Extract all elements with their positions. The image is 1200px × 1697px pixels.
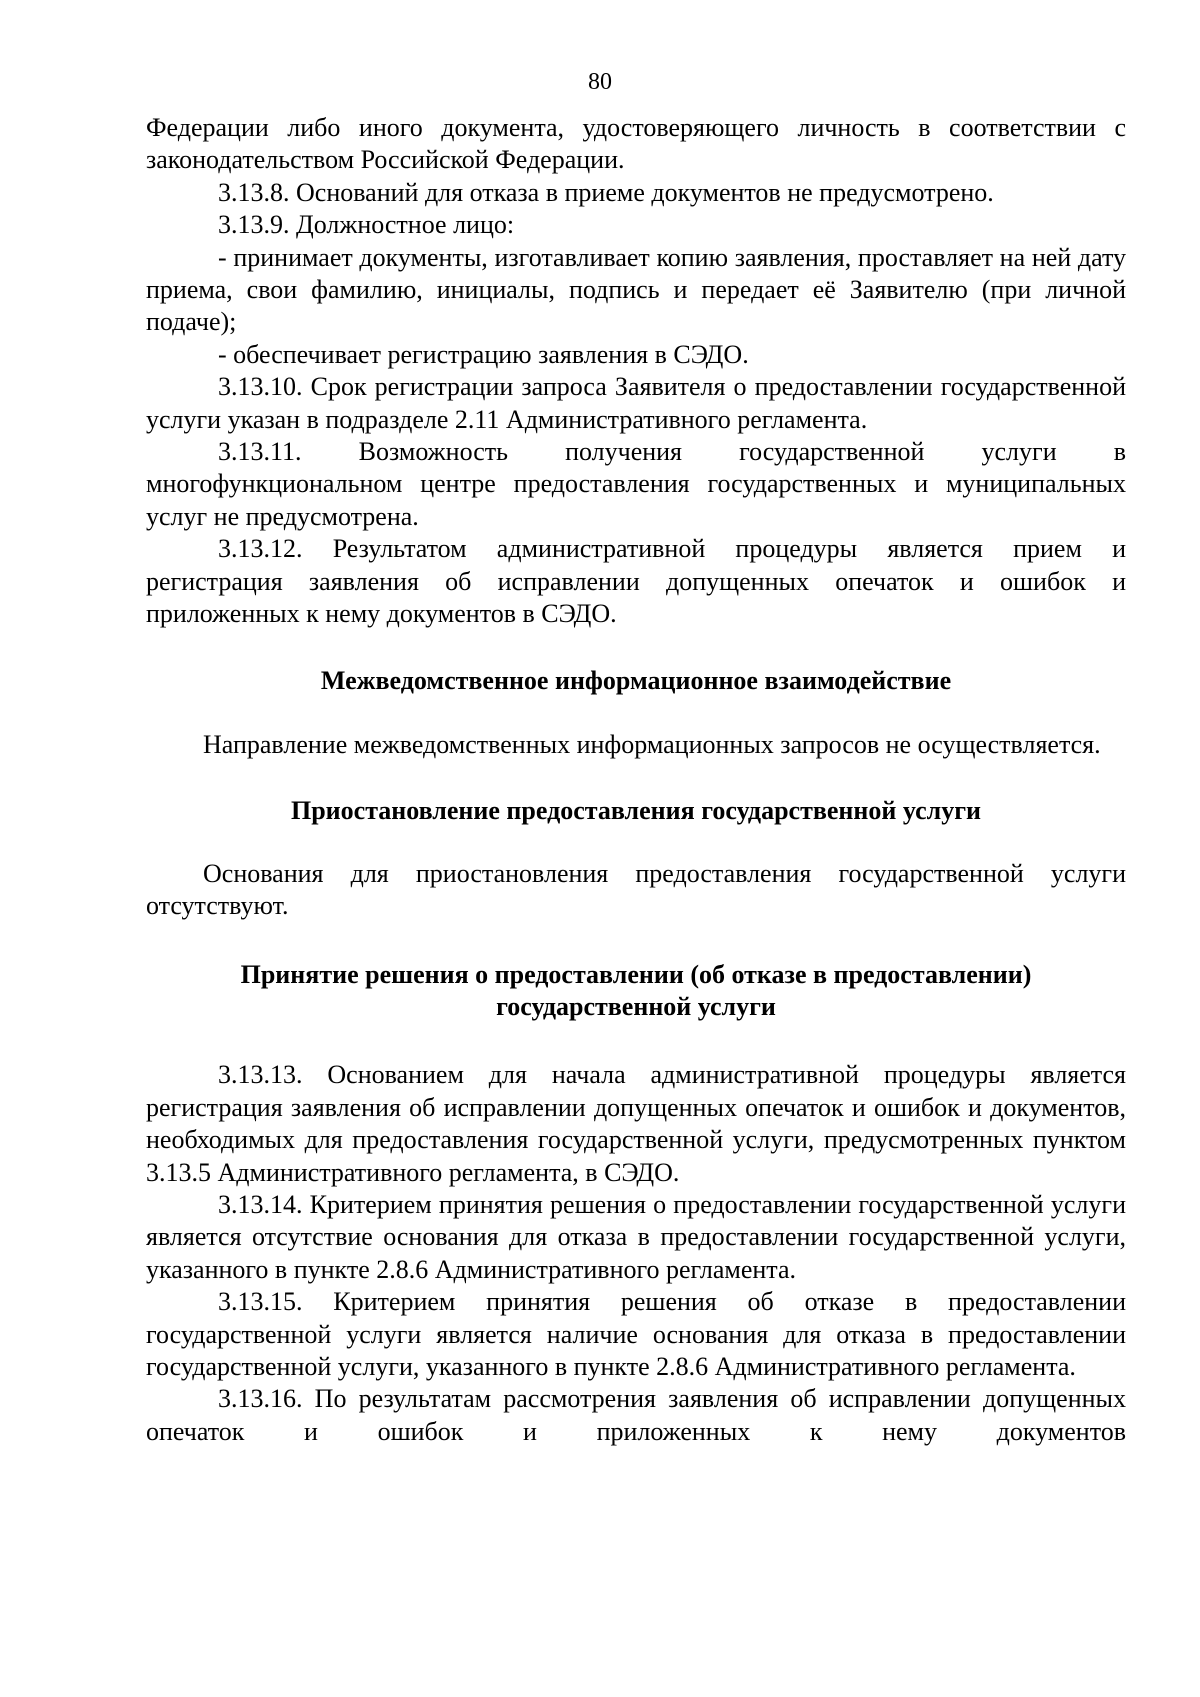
page-number: 80 xyxy=(588,69,612,95)
paragraph-3-13-13: 3.13.13. Основанием для начала административной процедуры является регистрация заявления об исправлении допущенных опечаток и ошибок и документов, необходимых для предоставления государственной услуги, предусмотренных пунктом 3.13.5 Административного регламента, в СЭДО. xyxy=(146,1060,1126,1187)
paragraph-3-13-12: 3.13.12. Результатом административной процедуры является прием и регистрация заявления об исправлении допущенных опечаток и ошибок и приложенных к нему документов в СЭДО. xyxy=(146,534,1126,629)
spacer xyxy=(146,1023,1126,1059)
heading-decision-line-1: Принятие решения о предоставлении (об отказе в предоставлении) xyxy=(240,959,1032,989)
heading-suspension: Приостановление предоставления государственной услуги xyxy=(290,796,981,826)
paragraph-3-13-10: 3.13.10. Срок регистрации запроса Заявителя о предоставлении государственной услуги указан в подразделе 2.11 Административного регламента. xyxy=(146,372,1126,434)
paragraph-3-13-16: 3.13.16. По результатам рассмотрения заявления об исправлении допущенных опечаток и ошибок и приложенных к нему документов xyxy=(146,1384,1126,1446)
heading-decision-line-2: государственной услуги xyxy=(496,991,776,1021)
document-body xyxy=(146,112,1126,1448)
paragraph-3-13-8: 3.13.8. Оснований для отказа в приеме документов не предусмотрено. xyxy=(218,177,994,207)
paragraph-suspension: Основания для приостановления предоставления государственной услуги отсутствуют. xyxy=(146,858,1126,921)
paragraph-3-13-15: 3.13.15. Критерием принятия решения об отказе в предоставлении государственной услуги является наличие основания для отказа в предоставлении государственной услуги, указанного в пункте 2.8.6 Административного регламента. xyxy=(146,1287,1126,1381)
paragraph-3-13-14: 3.13.14. Критерием принятия решения о предоставлении государственной услуги является отсутствие основания для отказа в предоставлении государственной услуги, указанного в пункте 2.8.6 Административного регламента. xyxy=(146,1189,1126,1284)
list-item-registration: - обеспечивает регистрацию заявления в СЭДО. xyxy=(218,339,749,369)
list-item-accepts-documents: - принимает документы, изготавливает копию заявления, проставляет на ней дату приема, свои фамилию, инициалы, подпись и передает её Заявителю (при личной подаче); xyxy=(146,242,1126,337)
heading-decision xyxy=(146,959,1126,1024)
paragraph-interagency: Направление межведомственных информационных запросов не осуществляется. xyxy=(203,729,1101,759)
paragraph-3-13-11: 3.13.11. Возможность получения государственной услуги в многофункциональном центре предоставления государственных и муниципальных услуг не предусмотрена. xyxy=(146,437,1126,531)
paragraph-continuation: Федерации либо иного документа, удостоверяющего личность в соответствии с законодательством Российской Федерации. xyxy=(146,113,1126,175)
heading-interagency: Межведомственное информационное взаимодействие xyxy=(320,665,952,695)
paragraph-3-13-9: 3.13.9. Должностное лицо: xyxy=(218,210,515,240)
